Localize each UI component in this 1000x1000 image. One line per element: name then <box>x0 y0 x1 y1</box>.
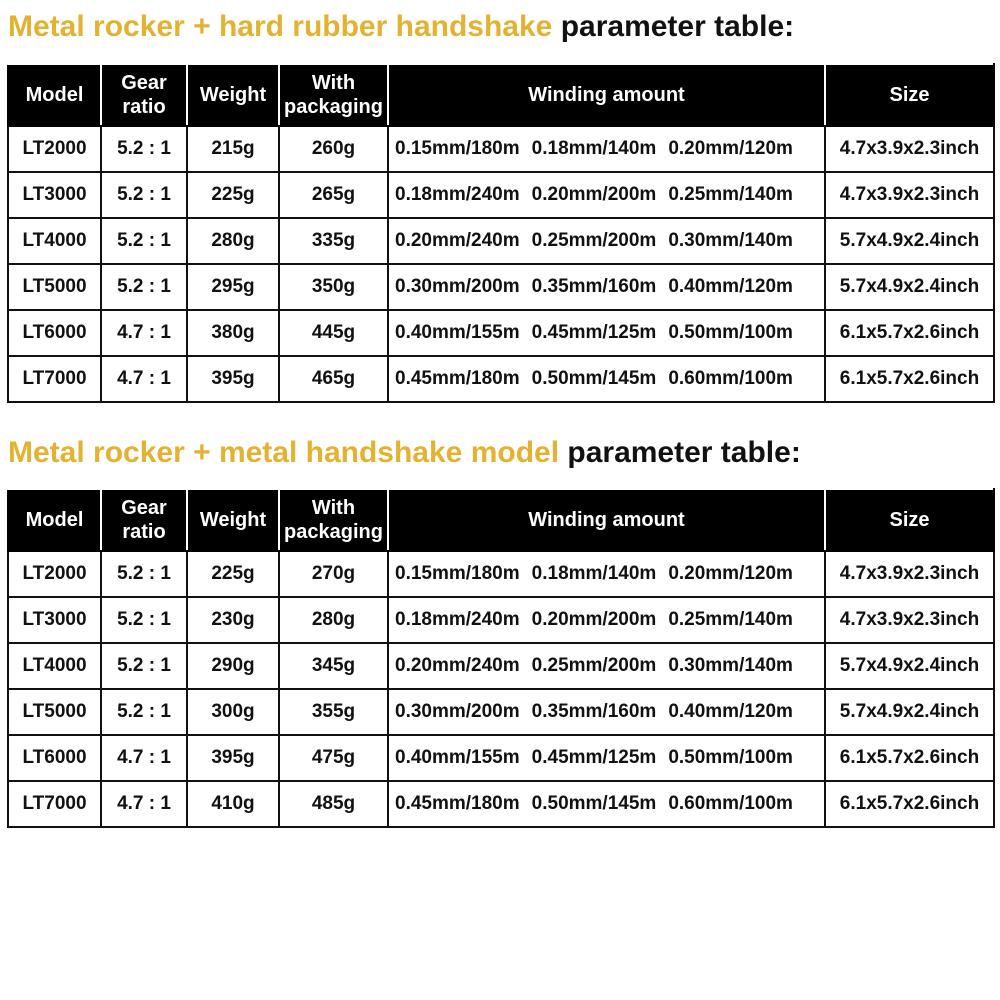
title-rest: parameter table: <box>560 10 795 43</box>
winding-value: 0.15mm/180m <box>395 563 520 584</box>
table-row <box>8 781 994 827</box>
table-row <box>8 551 994 597</box>
size-cell: 5.7x4.9x2.4inch <box>825 689 994 735</box>
winding-amount-cell <box>388 689 825 735</box>
gear-ratio-cell: 5.2 : 1 <box>101 172 187 218</box>
header-with-packaging-line1: With <box>311 497 356 519</box>
table-row <box>8 356 994 402</box>
winding-value: 0.20mm/120m <box>668 563 793 584</box>
header-gear-ratio <box>101 64 187 126</box>
winding-value: 0.20mm/240m <box>395 655 520 676</box>
weight-cell: 380g <box>187 310 279 356</box>
parameter-table-metal <box>7 488 995 828</box>
header-with-packaging-line1: With <box>311 72 356 94</box>
model-cell: LT2000 <box>8 126 101 172</box>
packaging-weight-cell: 270g <box>279 551 388 597</box>
size-cell: 4.7x3.9x2.3inch <box>825 172 994 218</box>
header-gear-ratio-line1: Gear <box>121 497 167 519</box>
winding-value: 0.40mm/155m <box>395 747 520 768</box>
winding-amount-cell <box>388 126 825 172</box>
title-accent: Metal rocker + hard rubber handshake <box>8 10 553 43</box>
model-cell: LT3000 <box>8 597 101 643</box>
winding-value: 0.50mm/100m <box>668 747 793 768</box>
parameter-table-hard-rubber <box>7 63 995 403</box>
title-accent: Metal rocker + metal handshake model <box>8 436 560 469</box>
winding-value: 0.35mm/160m <box>531 276 657 297</box>
weight-cell: 230g <box>187 597 279 643</box>
winding-value: 0.18mm/140m <box>531 563 657 584</box>
section-title-metal <box>8 436 801 470</box>
gear-ratio-cell: 4.7 : 1 <box>101 781 187 827</box>
winding-value: 0.20mm/120m <box>668 138 793 159</box>
winding-value: 0.30mm/200m <box>395 701 520 722</box>
size-cell: 6.1x5.7x2.6inch <box>825 781 994 827</box>
header-gear-ratio-line1: Gear <box>121 72 167 94</box>
size-cell: 4.7x3.9x2.3inch <box>825 551 994 597</box>
packaging-weight-cell: 465g <box>279 356 388 402</box>
packaging-weight-cell: 280g <box>279 597 388 643</box>
size-cell: 5.7x4.9x2.4inch <box>825 264 994 310</box>
weight-cell: 300g <box>187 689 279 735</box>
size-cell: 6.1x5.7x2.6inch <box>825 356 994 402</box>
table-row <box>8 218 994 264</box>
winding-value: 0.45mm/125m <box>531 747 657 768</box>
gear-ratio-cell: 4.7 : 1 <box>101 310 187 356</box>
size-cell: 6.1x5.7x2.6inch <box>825 735 994 781</box>
gear-ratio-cell: 4.7 : 1 <box>101 356 187 402</box>
header-size: Size <box>825 489 994 551</box>
model-cell: LT6000 <box>8 310 101 356</box>
header-gear-ratio-line2: ratio <box>122 521 166 543</box>
table-row <box>8 264 994 310</box>
packaging-weight-cell: 485g <box>279 781 388 827</box>
packaging-weight-cell: 260g <box>279 126 388 172</box>
size-cell: 4.7x3.9x2.3inch <box>825 597 994 643</box>
title-rest: parameter table: <box>567 436 801 469</box>
header-row <box>8 64 994 126</box>
model-cell: LT5000 <box>8 689 101 735</box>
winding-value: 0.20mm/200m <box>531 609 657 630</box>
model-cell: LT4000 <box>8 643 101 689</box>
header-with-packaging-line2: packaging <box>284 96 383 118</box>
winding-value: 0.40mm/120m <box>668 701 793 722</box>
size-cell: 5.7x4.9x2.4inch <box>825 218 994 264</box>
winding-value: 0.15mm/180m <box>395 138 520 159</box>
weight-cell: 225g <box>187 551 279 597</box>
model-cell: LT7000 <box>8 356 101 402</box>
winding-value: 0.30mm/200m <box>395 276 520 297</box>
weight-cell: 395g <box>187 735 279 781</box>
winding-amount-cell <box>388 643 825 689</box>
winding-amount-cell <box>388 172 825 218</box>
model-cell: LT3000 <box>8 172 101 218</box>
header-weight: Weight <box>187 64 279 126</box>
header-row <box>8 489 994 551</box>
winding-value: 0.50mm/145m <box>531 793 657 814</box>
winding-value: 0.30mm/140m <box>668 655 793 676</box>
table-row <box>8 172 994 218</box>
table-row <box>8 735 994 781</box>
winding-amount-cell <box>388 735 825 781</box>
weight-cell: 225g <box>187 172 279 218</box>
table-row <box>8 689 994 735</box>
weight-cell: 290g <box>187 643 279 689</box>
table-row <box>8 310 994 356</box>
winding-value: 0.60mm/100m <box>668 793 793 814</box>
weight-cell: 280g <box>187 218 279 264</box>
winding-value: 0.35mm/160m <box>531 701 657 722</box>
model-cell: LT2000 <box>8 551 101 597</box>
weight-cell: 295g <box>187 264 279 310</box>
winding-value: 0.25mm/140m <box>668 609 793 630</box>
section-title-hard-rubber <box>8 10 794 44</box>
winding-amount-cell <box>388 551 825 597</box>
winding-amount-cell <box>388 310 825 356</box>
winding-value: 0.18mm/240m <box>395 609 520 630</box>
winding-value: 0.40mm/155m <box>395 322 520 343</box>
winding-value: 0.18mm/140m <box>531 138 657 159</box>
table-row <box>8 643 994 689</box>
gear-ratio-cell: 4.7 : 1 <box>101 735 187 781</box>
header-gear-ratio-line2: ratio <box>122 96 166 118</box>
packaging-weight-cell: 350g <box>279 264 388 310</box>
gear-ratio-cell: 5.2 : 1 <box>101 264 187 310</box>
weight-cell: 395g <box>187 356 279 402</box>
gear-ratio-cell: 5.2 : 1 <box>101 126 187 172</box>
size-cell: 6.1x5.7x2.6inch <box>825 310 994 356</box>
winding-value: 0.18mm/240m <box>395 184 520 205</box>
winding-value: 0.50mm/145m <box>531 368 657 389</box>
header-with-packaging <box>279 64 388 126</box>
winding-value: 0.60mm/100m <box>668 368 793 389</box>
winding-value: 0.25mm/200m <box>531 230 657 251</box>
gear-ratio-cell: 5.2 : 1 <box>101 218 187 264</box>
model-cell: LT5000 <box>8 264 101 310</box>
winding-amount-cell <box>388 218 825 264</box>
packaging-weight-cell: 265g <box>279 172 388 218</box>
winding-value: 0.40mm/120m <box>668 276 793 297</box>
winding-value: 0.45mm/125m <box>531 322 657 343</box>
size-cell: 4.7x3.9x2.3inch <box>825 126 994 172</box>
packaging-weight-cell: 355g <box>279 689 388 735</box>
gear-ratio-cell: 5.2 : 1 <box>101 689 187 735</box>
winding-value: 0.20mm/200m <box>531 184 657 205</box>
header-size: Size <box>825 64 994 126</box>
weight-cell: 410g <box>187 781 279 827</box>
header-winding-amount: Winding amount <box>388 489 825 551</box>
model-cell: LT4000 <box>8 218 101 264</box>
header-model: Model <box>8 489 101 551</box>
winding-value: 0.45mm/180m <box>395 793 520 814</box>
table-row <box>8 126 994 172</box>
winding-amount-cell <box>388 264 825 310</box>
size-cell: 5.7x4.9x2.4inch <box>825 643 994 689</box>
weight-cell: 215g <box>187 126 279 172</box>
winding-amount-cell <box>388 597 825 643</box>
model-cell: LT7000 <box>8 781 101 827</box>
header-model: Model <box>8 64 101 126</box>
packaging-weight-cell: 345g <box>279 643 388 689</box>
header-winding-amount: Winding amount <box>388 64 825 126</box>
packaging-weight-cell: 335g <box>279 218 388 264</box>
packaging-weight-cell: 475g <box>279 735 388 781</box>
winding-value: 0.30mm/140m <box>668 230 793 251</box>
header-with-packaging <box>279 489 388 551</box>
winding-value: 0.25mm/200m <box>531 655 657 676</box>
gear-ratio-cell: 5.2 : 1 <box>101 643 187 689</box>
header-gear-ratio <box>101 489 187 551</box>
model-cell: LT6000 <box>8 735 101 781</box>
winding-value: 0.50mm/100m <box>668 322 793 343</box>
gear-ratio-cell: 5.2 : 1 <box>101 551 187 597</box>
header-with-packaging-line2: packaging <box>284 521 383 543</box>
winding-value: 0.45mm/180m <box>395 368 520 389</box>
winding-value: 0.25mm/140m <box>668 184 793 205</box>
gear-ratio-cell: 5.2 : 1 <box>101 597 187 643</box>
winding-amount-cell <box>388 356 825 402</box>
header-weight: Weight <box>187 489 279 551</box>
packaging-weight-cell: 445g <box>279 310 388 356</box>
table-row <box>8 597 994 643</box>
winding-value: 0.20mm/240m <box>395 230 520 251</box>
winding-amount-cell <box>388 781 825 827</box>
